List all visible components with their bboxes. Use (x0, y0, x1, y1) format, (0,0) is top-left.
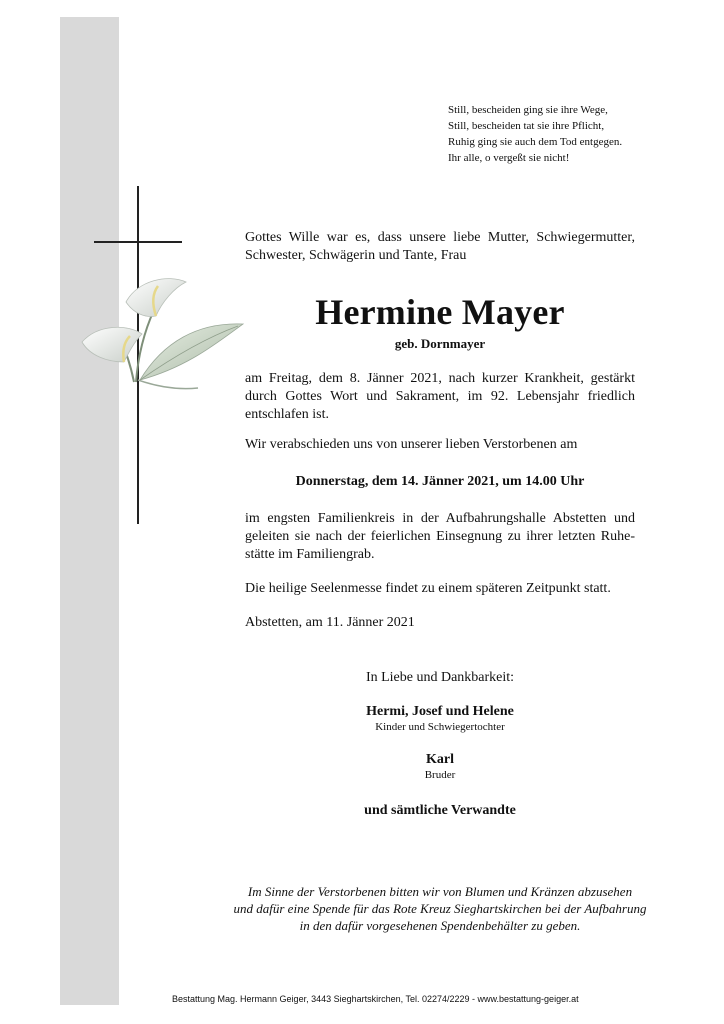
place-date: Abstetten, am 11. Jänner 2021 (245, 615, 415, 630)
closing-text: In Liebe und Dankbarkeit: (365, 670, 515, 685)
deceased-name: Hermine Mayer (315, 292, 565, 332)
note-line: und dafür eine Spende für das Rote Kreuz Sieghartskirchen bei der Aufbahrung (233, 901, 647, 916)
mass-text: Die heilige Seelenmesse findet zu einem späteren Zeitpunkt statt. (245, 581, 611, 596)
ceremony-text: im engsten Familienkreis in der Aufbahrungshalle Abstetten und geleiten sie nach der feierlichen Einsegnung zu ihrer letzten Ruhestätte im Familiengrab. (245, 511, 635, 562)
cross-bar (94, 241, 182, 243)
maiden-name: geb. Dornmayer (394, 336, 486, 351)
poem-line: Ruhig ging sie auch dem Tod entgegen. (448, 136, 623, 148)
poem-line: Ihr alle, o vergeßt sie nicht! (448, 152, 570, 164)
poem (448, 102, 688, 166)
mourner-names: Karl (426, 752, 454, 767)
note-line: in den dafür vorgesehenen Spendenbehälter zu geben. (299, 918, 581, 933)
relatives-text: und sämtliche Verwandte (364, 803, 516, 818)
side-strip (60, 17, 119, 1005)
mourner-relation: Bruder (424, 769, 456, 781)
poem-line: Still, bescheiden tat sie ihre Pflicht, (448, 120, 605, 132)
mourner-names: Hermi, Josef und Helene (366, 704, 514, 719)
ceremony-date: Donnerstag, dem 14. Jänner 2021, um 14.00 Uhr (295, 474, 585, 489)
intro-text: Gottes Wille war es, dass unsere liebe Mutter, Schwiegermutter, Schwester, Schwägerin und Tante, Frau (245, 230, 635, 263)
donation-note (170, 883, 710, 934)
poem-line: Still, bescheiden ging sie ihre Wege, (448, 104, 608, 116)
note-line: Im Sinne der Verstorbenen bitten wir von Blumen und Kränzen abzusehen (247, 884, 633, 899)
footer-text: Bestattung Mag. Hermann Geiger, 3443 Sieghartskirchen, Tel. 02274/2229 - www.bestattung-geiger.at (172, 994, 579, 1004)
mourner-relation: Kinder und Schwiegertochter (375, 721, 505, 733)
death-text: am Freitag, dem 8. Jänner 2021, nach kurzer Krankheit, gestärkt durch Gottes Wort und Sakrament, im 92. Lebensjahr friedlich entschlafen ist. (245, 371, 635, 422)
farewell-text: Wir verabschieden uns von unserer lieben Verstorbenen am (245, 437, 578, 452)
lily-flower-icon (78, 262, 248, 412)
